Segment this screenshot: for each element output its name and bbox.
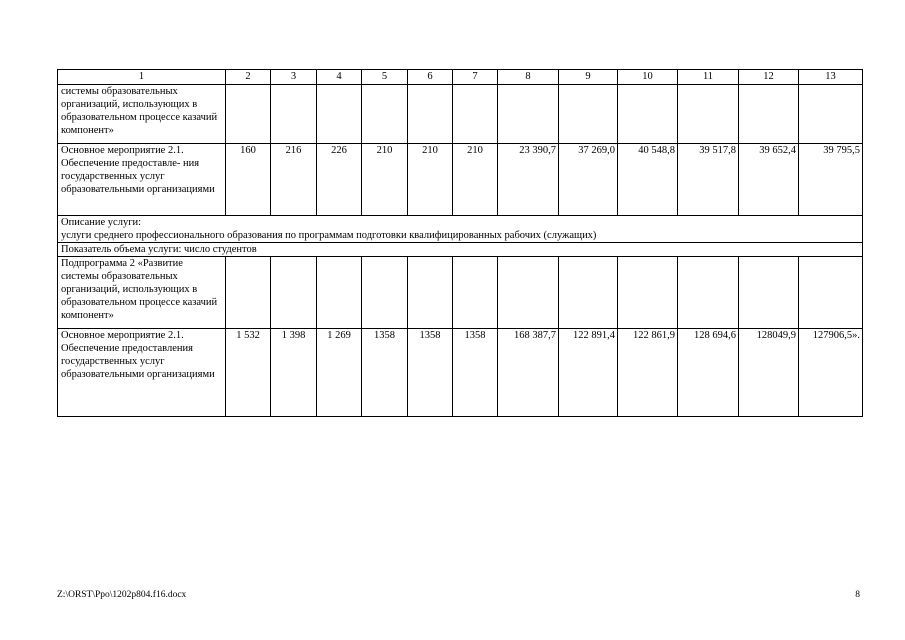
row1-name: Основное мероприятие 2.1. Обеспечение предоставле- ния государственных услуг образовательными организациями	[58, 144, 226, 216]
row1-value: 210	[408, 144, 453, 216]
row2-value: 1358	[408, 329, 453, 417]
col-header-8: 8	[498, 70, 559, 85]
row1-value: 160	[226, 144, 271, 216]
col-header-5: 5	[362, 70, 408, 85]
description-text: услуги среднего профессионального образования по программам подготовки квалифицированных рабочих (служащих)	[61, 230, 597, 241]
row1-value: 23 390,7	[498, 144, 559, 216]
row2-value: 1 269	[317, 329, 362, 417]
row2-value: 128049,9	[739, 329, 799, 417]
row2-value: 1358	[453, 329, 498, 417]
col-header-9: 9	[559, 70, 618, 85]
row2-value: 168 387,7	[498, 329, 559, 417]
row1-value: 210	[362, 144, 408, 216]
col-header-2: 2	[226, 70, 271, 85]
col-header-10: 10	[618, 70, 678, 85]
col-header-13: 13	[799, 70, 863, 85]
table-row	[58, 144, 863, 216]
row1-value: 210	[453, 144, 498, 216]
row2-value: 122 861,9	[618, 329, 678, 417]
row2-value: 1358	[362, 329, 408, 417]
col-header-7: 7	[453, 70, 498, 85]
col-header-11: 11	[678, 70, 739, 85]
row1-value: 37 269,0	[559, 144, 618, 216]
header-row	[58, 70, 863, 85]
row2-value: 128 694,6	[678, 329, 739, 417]
col-header-12: 12	[739, 70, 799, 85]
indicator-row	[58, 243, 863, 257]
col-header-1: 1	[58, 70, 226, 85]
row1-value: 39 652,4	[739, 144, 799, 216]
row1-value: 40 548,8	[618, 144, 678, 216]
row2-value: 1 532	[226, 329, 271, 417]
row1-value: 39 795,5	[799, 144, 863, 216]
col-header-4: 4	[317, 70, 362, 85]
continuation-row	[58, 85, 863, 144]
footer-file-path: Z:\ORST\Ppo\1202p804.f16.docx	[57, 590, 187, 600]
description-label: Описание услуги:	[61, 217, 142, 228]
row1-value: 216	[271, 144, 317, 216]
row2-value: 122 891,4	[559, 329, 618, 417]
continuation-name: системы образовательных организаций, использующих в образовательном процессе казачий компонент»	[58, 85, 226, 144]
page-number: 8	[855, 590, 860, 600]
description-cell	[58, 216, 863, 243]
row2-name: Основное мероприятие 2.1. Обеспечение предоставления государственных услуг образовательными организациями	[58, 329, 226, 417]
indicator-label: Показатель объема услуги: число студентов	[58, 243, 863, 257]
col-header-6: 6	[408, 70, 453, 85]
subprogram-name: Подпрограмма 2 «Развитие системы образовательных организаций, использующих в образовательном процессе казачий компонент»	[58, 257, 226, 329]
subprogram-row	[58, 257, 863, 329]
description-row	[58, 216, 863, 243]
col-header-3: 3	[271, 70, 317, 85]
row2-value: 1 398	[271, 329, 317, 417]
row1-value: 39 517,8	[678, 144, 739, 216]
table-row	[58, 329, 863, 417]
budget-table	[57, 69, 863, 417]
row2-value: 127906,5».	[799, 329, 863, 417]
row1-value: 226	[317, 144, 362, 216]
